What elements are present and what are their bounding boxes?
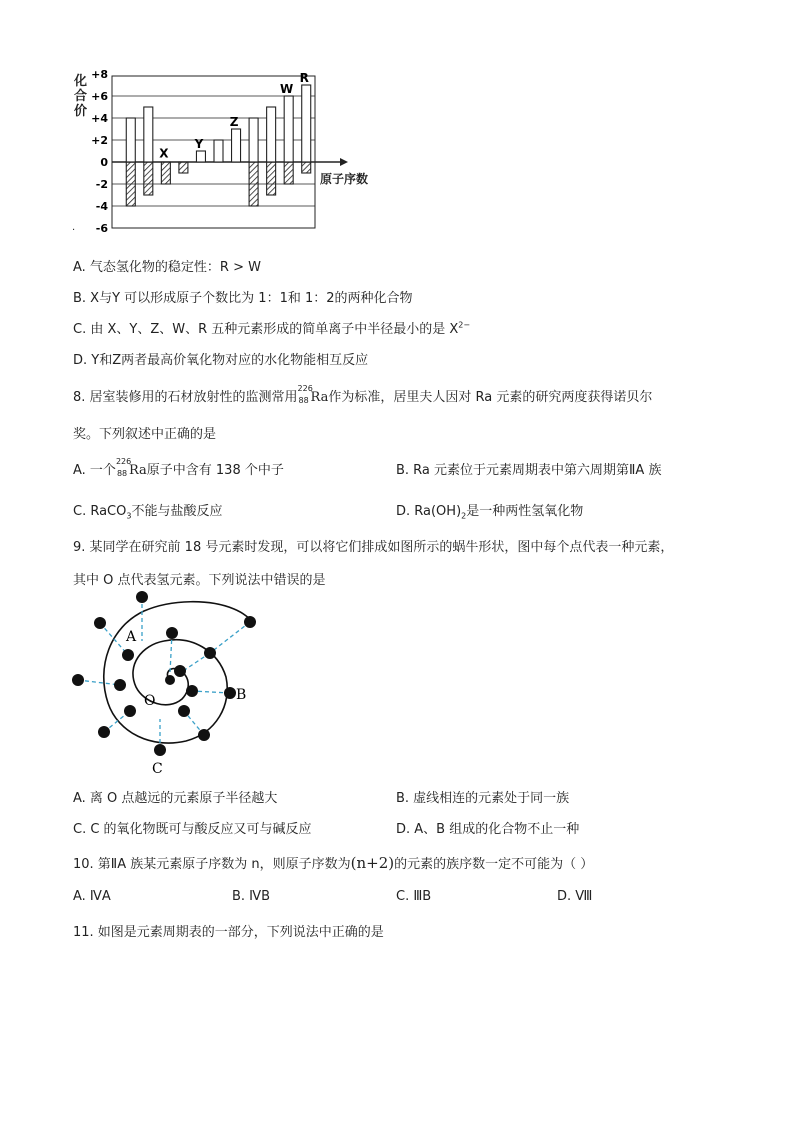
q9-stem-line2: 其中 O 点代表氢元素。下列说法中错误的是	[73, 573, 326, 588]
bar-negative	[284, 162, 293, 184]
q8-a-iso-mass: 226	[115, 456, 132, 466]
element-dot	[186, 685, 198, 697]
bar-positive	[249, 118, 258, 162]
q7-option-a: A. 气态氢化物的稳定性：R > W	[73, 260, 261, 275]
q10-expr: (n+2)	[350, 854, 395, 872]
y-tick-label: -6	[95, 222, 108, 235]
bar-positive	[214, 140, 223, 162]
label-c: C	[152, 761, 163, 777]
q8-stem-line2: 奖。下列叙述中正确的是	[73, 427, 217, 442]
x-axis-arrow	[340, 158, 348, 166]
element-dot	[94, 617, 106, 629]
q7-option-c	[73, 318, 470, 337]
q8-option-c	[73, 500, 222, 521]
q8-option-a-post: 原子中含有 138 个中子	[146, 463, 284, 478]
q8-option-a	[73, 456, 284, 479]
snail-dots	[72, 591, 256, 756]
element-dot	[98, 726, 110, 738]
q10-option-b: B. ⅣB	[232, 889, 271, 904]
element-dot	[174, 665, 186, 677]
q9-option-c: C. C 的氧化物既可与酸反应又可与碱反应	[73, 822, 312, 837]
snail-diagram	[60, 585, 280, 785]
element-dot	[114, 679, 126, 691]
q8-option-b: B. Ra 元素位于元素周期表中第六周期第ⅡA 族	[396, 463, 662, 478]
valence-chart	[60, 68, 360, 240]
element-dot	[124, 705, 136, 717]
q8-isotope-notation	[297, 383, 313, 406]
q8-stem-line1	[73, 383, 653, 406]
element-dot	[136, 591, 148, 603]
q8-option-d-pre: D. Ra(OH)	[396, 504, 462, 519]
point-label-r: R	[299, 71, 309, 85]
chart-ylabel: 化合价	[74, 74, 88, 119]
bar-negative	[249, 162, 258, 206]
bar-positive	[232, 129, 241, 162]
bar-positive	[196, 151, 205, 162]
bar-positive	[302, 85, 311, 162]
chart-xlabel: 原子序数	[320, 172, 369, 186]
label-o: O	[144, 693, 156, 709]
dash-line	[170, 633, 172, 673]
y-tick-label: +4	[91, 112, 108, 125]
bar-positive	[144, 107, 153, 162]
q8-option-a-symbol: Ra	[128, 463, 147, 478]
q11-stem: 11. 如图是元素周期表的一部分，下列说法中正确的是	[73, 925, 384, 940]
element-dot	[244, 616, 256, 628]
q10-option-d: D. Ⅷ	[557, 889, 593, 904]
bar-negative	[179, 162, 188, 173]
q8-symbol: Ra	[310, 390, 329, 405]
q8-iso-mass: 226	[297, 383, 313, 393]
q8-option-c-post: 不能与盐酸反应	[131, 504, 223, 519]
dash-line	[210, 622, 250, 653]
element-dot	[204, 647, 216, 659]
chart-tick-labels	[91, 68, 108, 235]
bar-negative	[302, 162, 311, 173]
q9-stem-line1: 9. 某同学在研究前 18 号元素时发现，可以将它们排成如图所示的蜗牛形状，图中每个点代表一种元素，	[73, 540, 674, 555]
q8-option-d-sub: 2	[461, 511, 467, 521]
q8-option-d-post: 是一种两性氢氧化物	[466, 504, 584, 519]
q10-stem-post: 的元素的族序数一定不可能为（ ）	[394, 857, 594, 872]
y-tick-label: 0	[100, 156, 108, 169]
bar-negative	[161, 162, 170, 184]
q10-stem-pre: 10. 第ⅡA 族某元素原子序数为 n，则原子序数为	[73, 857, 351, 872]
y-tick-label: +8	[91, 68, 108, 81]
q10-stem	[73, 853, 593, 872]
q7-option-c-text: C. 由 X、Y、Z、W、R 五种元素形成的简单离子中半径最小的是 X	[73, 322, 459, 337]
bar-positive	[126, 118, 135, 162]
q10-option-a: A. ⅣA	[73, 889, 111, 904]
element-dot	[154, 744, 166, 756]
bar-negative	[126, 162, 135, 206]
dash-line	[100, 623, 128, 655]
q7-option-b: B. X与Y 可以形成原子个数比为 1：1和 1：2的两种化合物	[73, 291, 413, 306]
bar-positive	[267, 107, 276, 162]
element-dot	[122, 649, 134, 661]
q7-option-c-charge: 2−	[458, 320, 471, 330]
q8-option-a-isotope	[115, 456, 132, 479]
bar-positive	[284, 96, 293, 162]
element-dot	[224, 687, 236, 699]
bar-negative	[267, 162, 276, 195]
y-tick-label: -2	[95, 178, 108, 191]
q9-option-a: A. 离 O 点越远的元素原子半径越大	[73, 791, 278, 806]
element-dot	[198, 729, 210, 741]
q10-option-c: C. ⅢB	[396, 889, 432, 904]
y-tick-label: -4	[95, 200, 108, 213]
bar-negative	[144, 162, 153, 195]
q8-option-d	[396, 500, 583, 521]
q8-option-c-sub: 3	[126, 511, 132, 521]
label-b: B	[236, 687, 247, 703]
q7-option-d: D. Y和Z两者最高价氧化物对应的水化物能相互反应	[73, 353, 369, 368]
chart-dot: .	[72, 222, 76, 233]
q8-stem-post: 作为标准，居里夫人因对 Ra 元素的研究两度获得诺贝尔	[328, 390, 653, 405]
element-dot	[72, 674, 84, 686]
q8-a-iso-z: 88	[116, 468, 128, 478]
q8-iso-z: 88	[298, 395, 309, 405]
dash-line	[78, 680, 120, 685]
q8-option-c-pre: C. RaCO	[73, 504, 127, 519]
element-dot	[166, 627, 178, 639]
point-label-w: W	[280, 82, 294, 96]
q9-option-b: B. 虚线相连的元素处于同一族	[396, 791, 570, 806]
point-label-z: Z	[229, 115, 239, 129]
point-label-x: X	[159, 146, 169, 161]
element-dot	[165, 675, 175, 685]
q9-option-d: D. A、B 组成的化合物不止一种	[396, 822, 580, 837]
q8-option-a-pre: A. 一个	[73, 463, 116, 478]
element-dot	[178, 705, 190, 717]
q8-stem-pre: 8. 居室装修用的石材放射性的监测常用	[73, 390, 298, 405]
y-tick-label: +6	[91, 90, 108, 103]
point-label-y: Y	[194, 137, 204, 151]
label-a: A	[126, 629, 137, 645]
chart-bars	[126, 85, 310, 206]
y-tick-label: +2	[91, 134, 108, 147]
